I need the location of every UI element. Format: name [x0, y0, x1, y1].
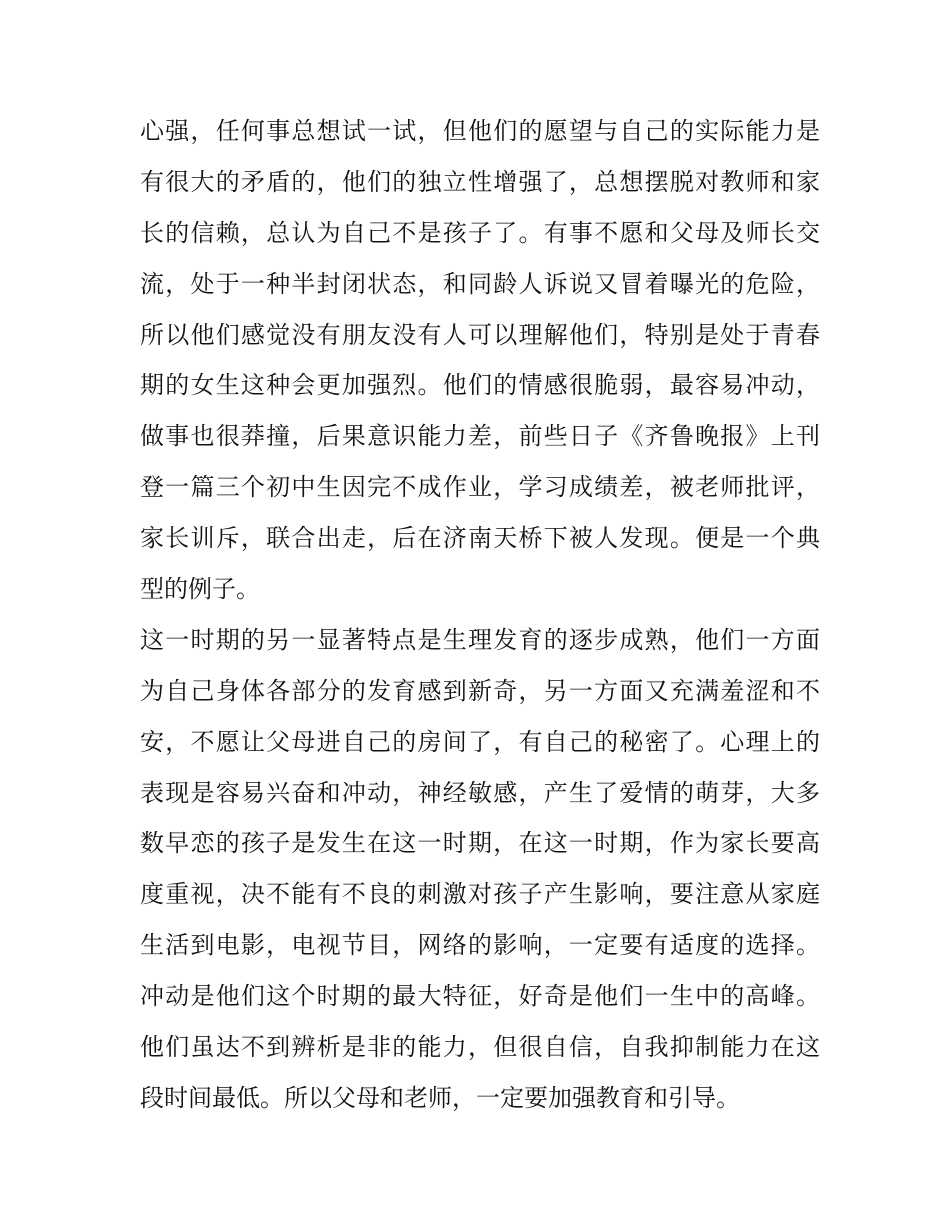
text-line: 生活到电影，电视节目，网络的影响，一定要有适度的选择。 — [140, 931, 820, 960]
text-line: 数早恋的孩子是发生在这一时期，在这一时期，作为家长要高 — [140, 829, 820, 858]
text-line: 他们虽达不到辨析是非的能力，但很自信，自我抑制能力在这 — [140, 1033, 820, 1062]
text-line: 做事也很莽撞，后果意识能力差，前些日子《齐鲁晚报》上刊 — [140, 422, 820, 451]
text-line: 度重视，决不能有不良的刺激对孩子产生影响，要注意从家庭 — [140, 880, 820, 909]
text-line: 冲动是他们这个时期的最大特征，好奇是他们一生中的高峰。 — [140, 982, 820, 1011]
body-text — [140, 106, 820, 1124]
text-line: 登一篇三个初中生因完不成作业，学习成绩差，被老师批评， — [140, 473, 820, 502]
text-line: 长的信赖，总认为自己不是孩子了。有事不愿和父母及师长交 — [140, 218, 820, 247]
text-line: 段时间最低。所以父母和老师，一定要加强教育和引导。 — [140, 1083, 740, 1112]
text-line: 型的例子。 — [140, 575, 260, 604]
text-line: 家长训斥，联合出走，后在济南天桥下被人发现。便是一个典 — [140, 524, 820, 553]
text-line: 表现是容易兴奋和冲动，神经敏感，产生了爱情的萌芽，大多 — [140, 778, 820, 807]
text-line: 这一时期的另一显著特点是生理发育的逐步成熟，他们一方面 — [140, 625, 820, 654]
text-line: 安，不愿让父母进自己的房间了，有自己的秘密了。心理上的 — [140, 727, 820, 756]
text-line: 有很大的矛盾的，他们的独立性增强了，总想摆脱对教师和家 — [140, 167, 820, 196]
text-line: 所以他们感觉没有朋友没有人可以理解他们，特别是处于青春 — [140, 320, 820, 349]
text-line: 流，处于一种半封闭状态，和同龄人诉说又冒着曝光的危险， — [140, 269, 820, 298]
text-line: 心强，任何事总想试一试，但他们的愿望与自己的实际能力是 — [140, 117, 820, 145]
text-line: 为自己身体各部分的发育感到新奇，另一方面又充满羞涩和不 — [140, 676, 820, 705]
text-line: 期的女生这种会更加强烈。他们的情感很脆弱，最容易冲动， — [140, 371, 820, 400]
